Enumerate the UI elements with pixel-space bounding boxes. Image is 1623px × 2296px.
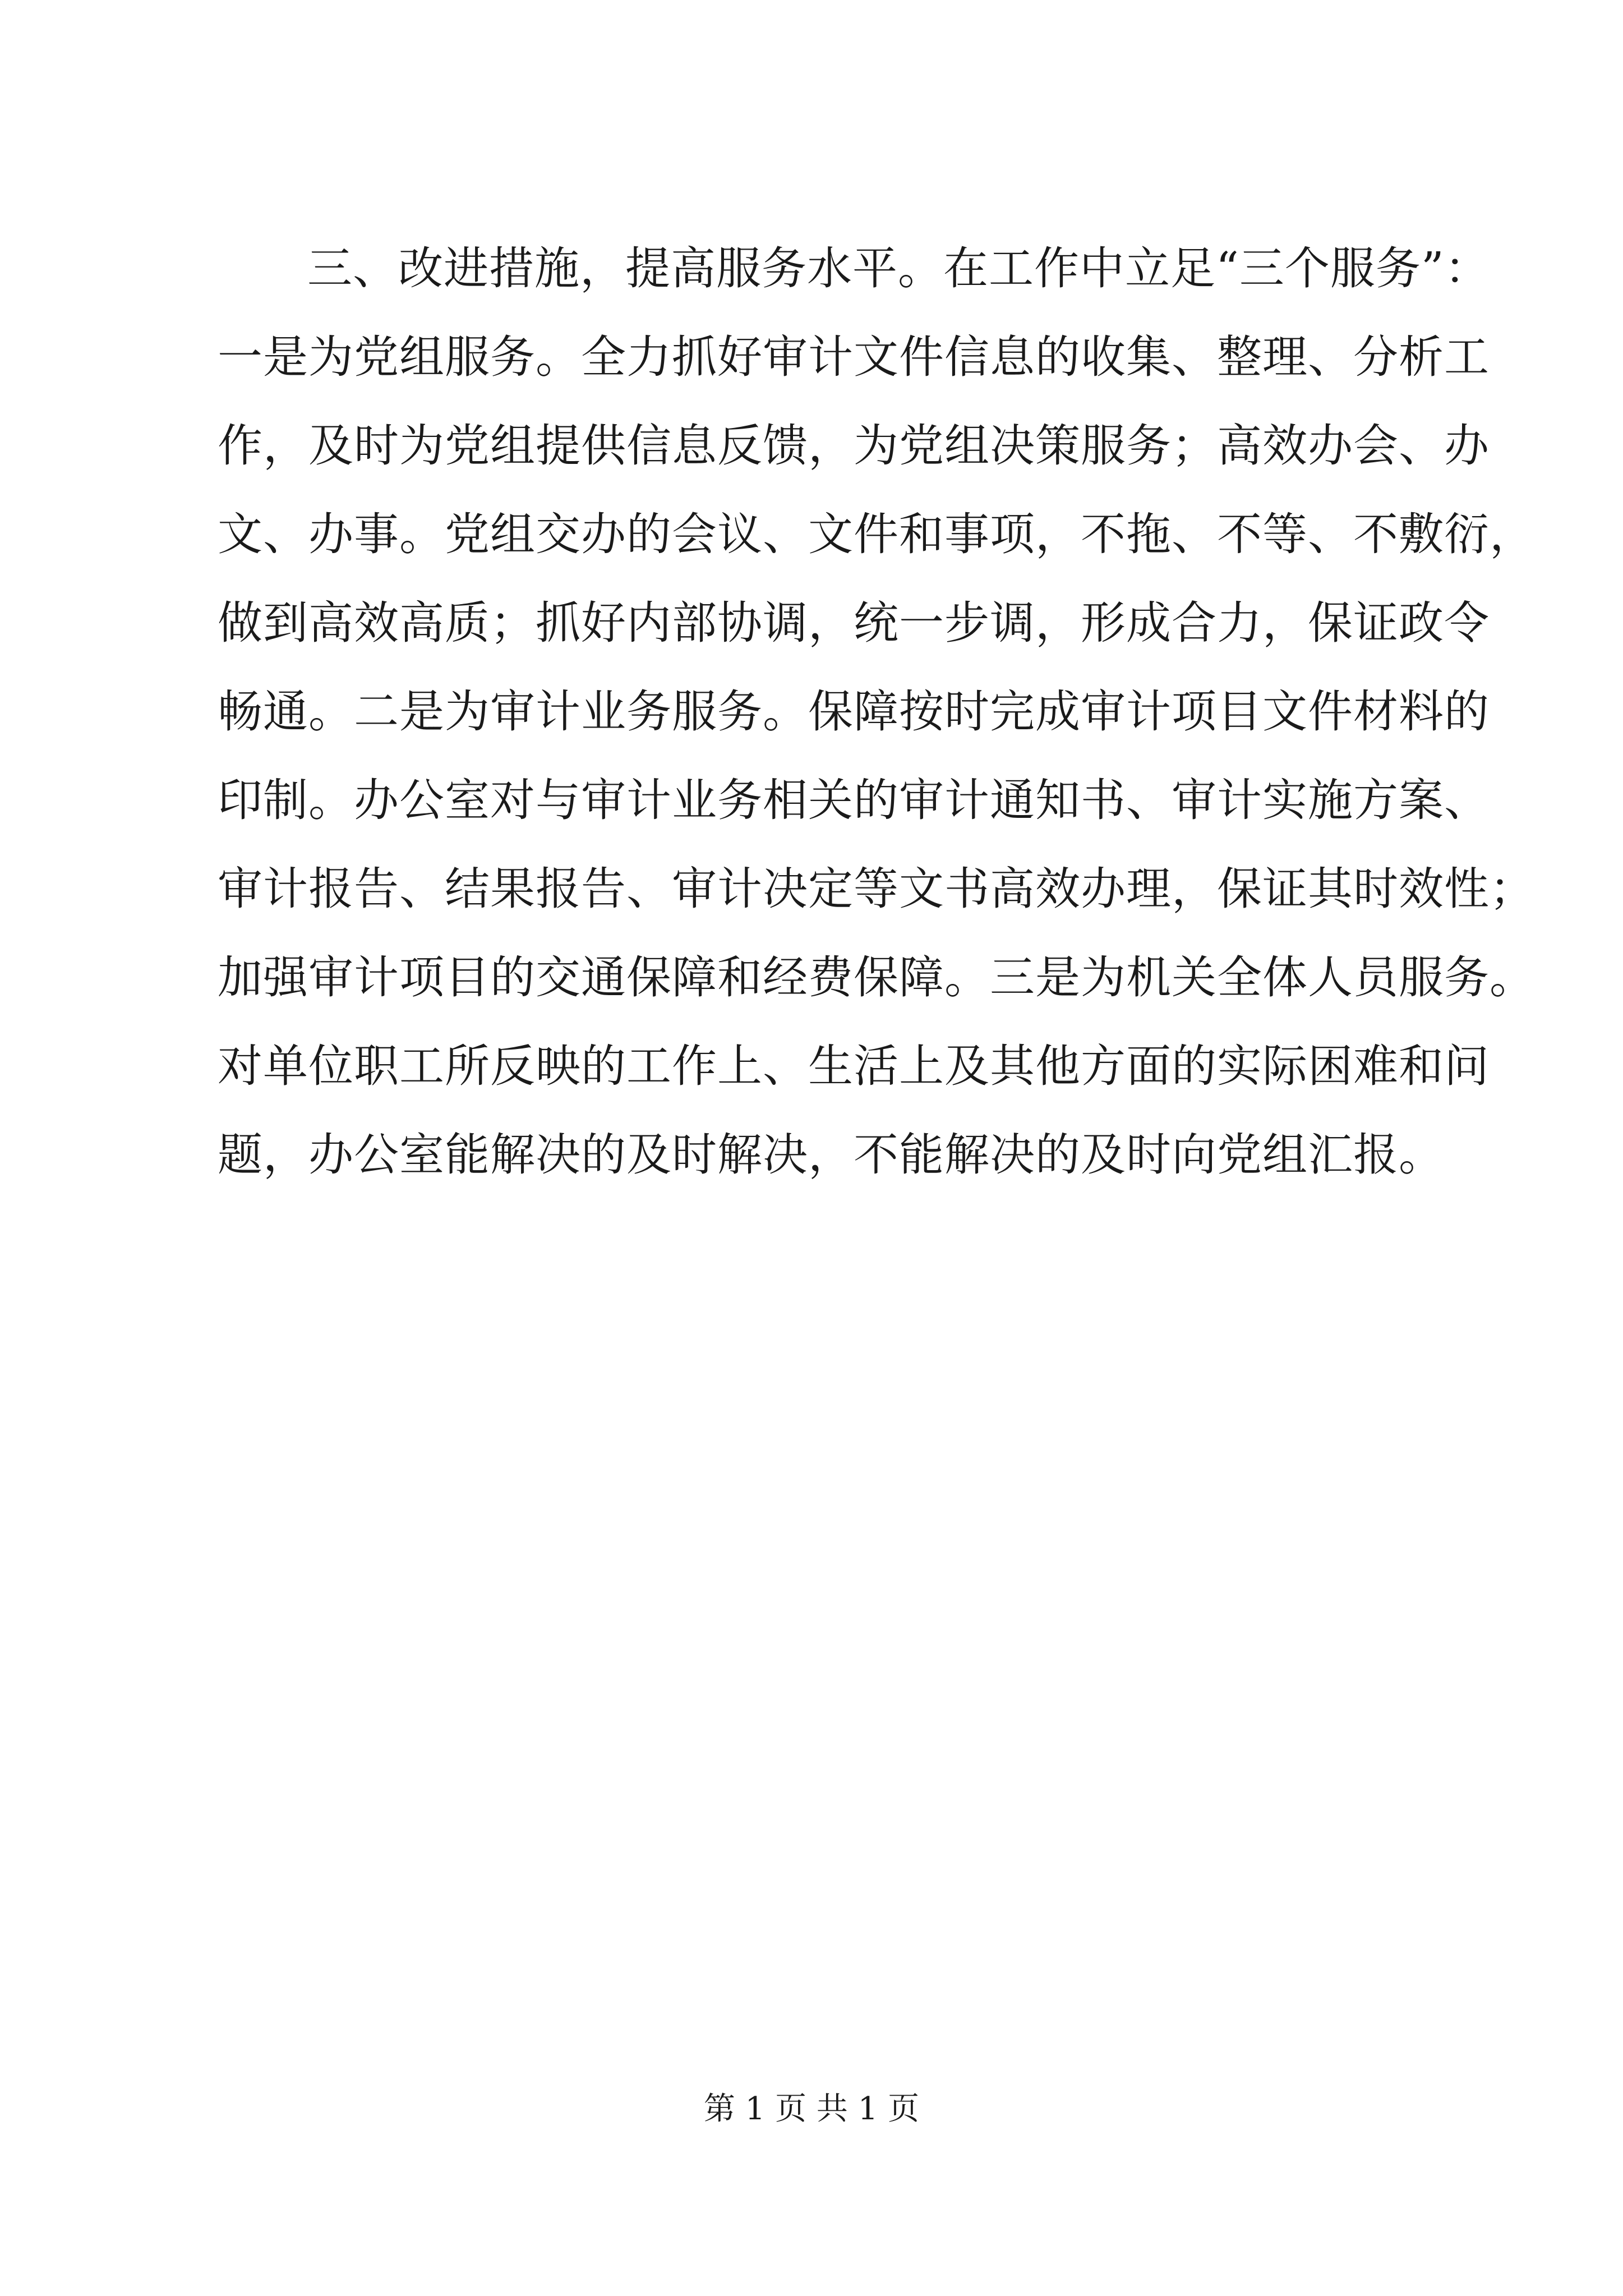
paragraph-line-1: 三、改进措施，提高服务水平。在工作中立足“三个服务”： [307, 242, 1490, 295]
paragraph-line-5: 做到高效高质；抓好内部协调，统一步调，形成合力，保证政令 [218, 597, 1490, 649]
paragraph-line-8: 审计报告、结果报告、审计决定等文书高效办理，保证其时效性； [218, 863, 1535, 915]
paragraph-line-7: 印制。办公室对与审计业务相关的审计通知书、审计实施方案、 [218, 774, 1490, 826]
paragraph-line-3: 作，及时为党组提供信息反馈，为党组决策服务；高效办会、办 [218, 420, 1490, 472]
paragraph-line-11: 题，办公室能解决的及时解决，不能解决的及时向党组汇报。 [218, 1129, 1444, 1181]
page-number-footer: 第 1 页 共 1 页 [703, 2091, 920, 2127]
paragraph-line-10: 对单位职工所反映的工作上、生活上及其他方面的实际困难和问 [218, 1040, 1490, 1092]
paragraph-line-6: 畅通。二是为审计业务服务。保障按时完成审计项目文件材料的 [218, 685, 1490, 738]
document-body [218, 224, 1535, 1199]
paragraph-line-9: 加强审计项目的交通保障和经费保障。三是为机关全体人员服务。 [218, 951, 1535, 1004]
paragraph-line-4: 文、办事。党组交办的会议、文件和事项，不拖、不等、不敷衍， [218, 508, 1535, 560]
paragraph-line-2: 一是为党组服务。全力抓好审计文件信息的收集、整理、分析工 [218, 331, 1490, 383]
